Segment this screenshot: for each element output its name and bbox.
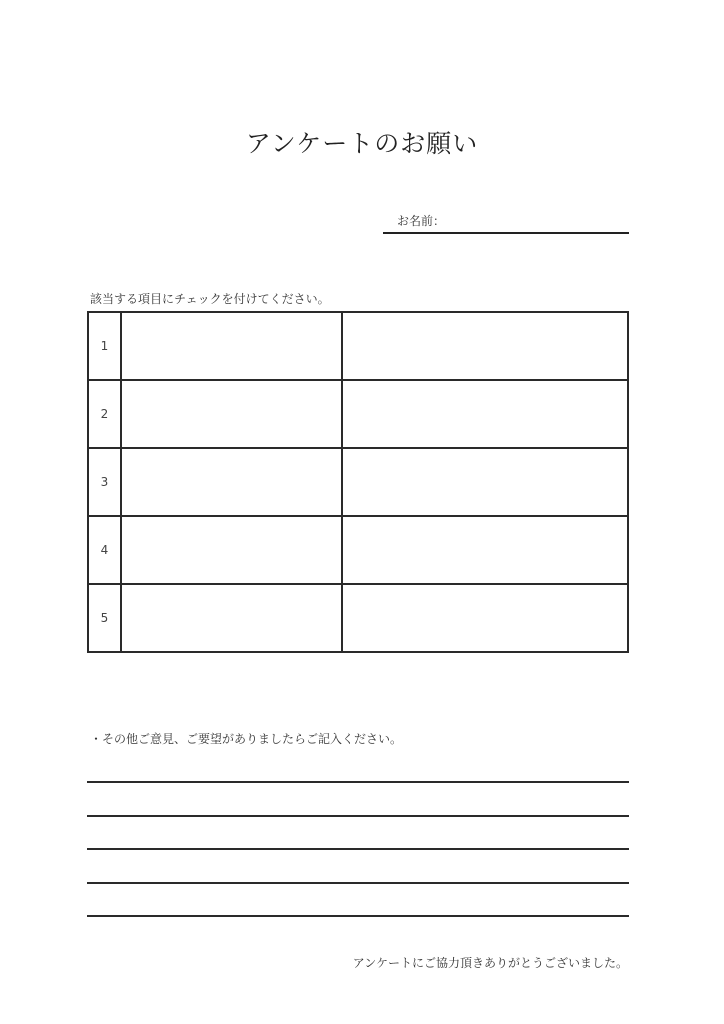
thank-you-note: アンケートにご協力頂きありがとうございました。 (352, 956, 628, 970)
name-field[interactable] (383, 208, 629, 234)
table-row (88, 584, 628, 652)
name-label: お名前： (397, 214, 446, 228)
table-row (88, 516, 628, 584)
checklist-table (87, 311, 629, 653)
item-cell[interactable] (121, 516, 342, 584)
check-cell[interactable] (342, 312, 628, 380)
item-cell[interactable] (121, 584, 342, 652)
row-number: 3 (88, 448, 121, 516)
check-cell[interactable] (342, 584, 628, 652)
page-title: アンケートのお願い (245, 129, 479, 158)
instruction-text: 該当する項目にチェックを付けてください。 (90, 292, 330, 306)
row-number: 1 (88, 312, 121, 380)
comment-line-1[interactable] (87, 781, 629, 783)
comment-line-2[interactable] (87, 815, 629, 817)
item-cell[interactable] (121, 448, 342, 516)
comment-line-5[interactable] (87, 915, 629, 917)
comment-line-4[interactable] (87, 882, 629, 884)
row-number: 2 (88, 380, 121, 448)
row-number: 5 (88, 584, 121, 652)
check-cell[interactable] (342, 380, 628, 448)
check-cell[interactable] (342, 516, 628, 584)
table-row (88, 380, 628, 448)
table-row (88, 448, 628, 516)
item-cell[interactable] (121, 380, 342, 448)
row-number: 4 (88, 516, 121, 584)
table-row (88, 312, 628, 380)
comment-line-3[interactable] (87, 848, 629, 850)
item-cell[interactable] (121, 312, 342, 380)
comments-label: ・その他ご意見、ご要望がありましたらご記入ください。 (90, 732, 403, 746)
check-cell[interactable] (342, 448, 628, 516)
